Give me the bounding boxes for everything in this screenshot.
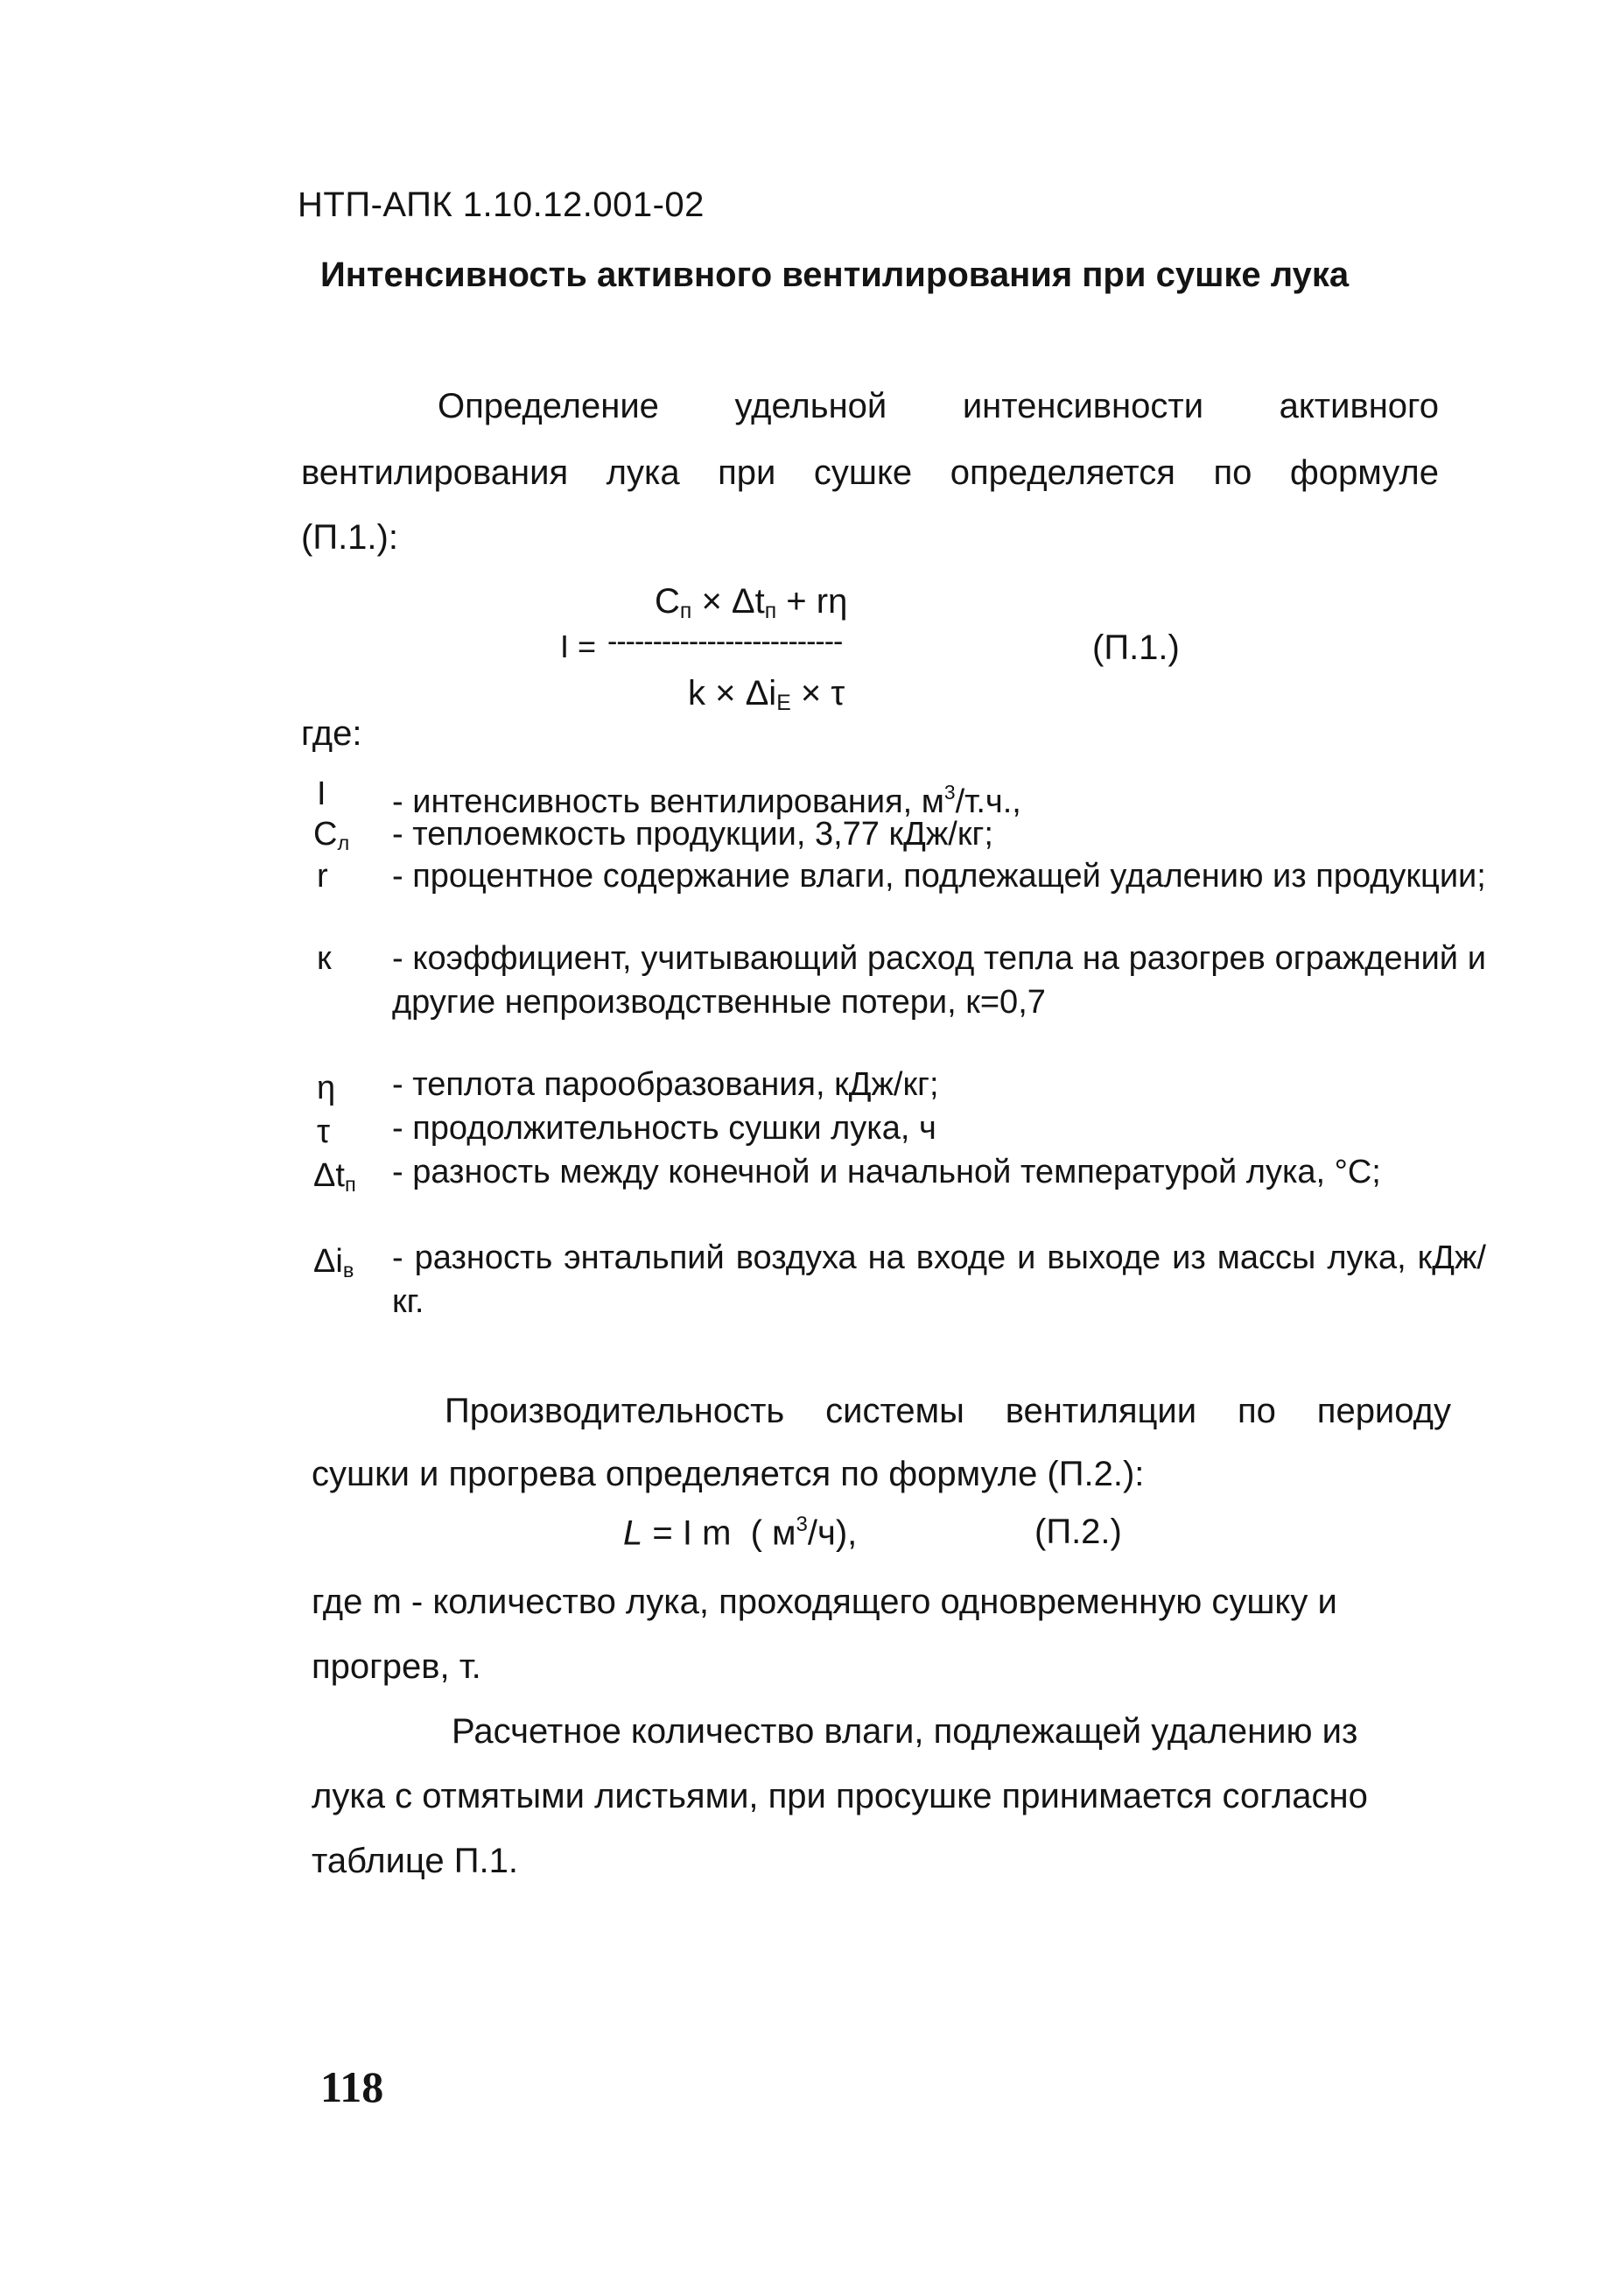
def-text: - продолжительность сушки лука, ч — [392, 1110, 936, 1147]
intro-word: формуле — [1289, 453, 1439, 492]
para4-line-3: таблице П.1. — [312, 1842, 518, 1880]
formula-2-number: (П.2.) — [1034, 1513, 1122, 1551]
def-symbol: к — [317, 940, 332, 977]
intro-word: активного — [1279, 387, 1439, 425]
para2-word: по — [1238, 1392, 1276, 1430]
def-text: - интенсивность вентилирования, $м^3/т.ч$., — [392, 781, 1021, 820]
where-label: где: — [301, 714, 362, 753]
def-symbol: $С_л$ — [313, 816, 350, 854]
def-text: - коэффициент, учитывающий расход тепла на разогрев ограждений и другие непроизводственные потери, к=0,7 — [392, 940, 1486, 1021]
para3-line-1: где m - количество лука, проходящего одновременную сушку и — [312, 1583, 1337, 1621]
intro-word: при — [718, 453, 776, 492]
para4-line-2: лука с отмятыми листьями, при просушке принимается согласно — [312, 1777, 1368, 1815]
def-text: - процентное содержание влаги, подлежащей удалению из продукции; — [392, 858, 1486, 895]
def-text: - теплоемкость продукции, 3,77 кДж/кг; — [392, 816, 993, 853]
page-number: 118 — [320, 2062, 384, 2111]
def-symbol: $\Delta t_п$ — [313, 1157, 356, 1196]
formula-1-number: (П.1.) — [1092, 628, 1180, 667]
intro-word: вентилирования — [301, 453, 569, 492]
def-symbol: η — [317, 1070, 336, 1106]
section-title: Интенсивность активного вентилирования при сушке лука — [320, 256, 1350, 294]
intro-word: лука — [606, 453, 680, 492]
def-symbol: I — [317, 776, 326, 812]
formula-1-numerator: $С_п \times \Delta t_п + r\eta$ — [655, 582, 848, 624]
formula-1-fraction-line: -------------------------- — [607, 625, 843, 658]
para2-line-2: сушки и прогрева определяется по формуле (П.2.): — [312, 1455, 1145, 1493]
para4-line-1: Расчетное количество влаги, подлежащей удалению из — [452, 1712, 1358, 1751]
def-symbol: τ — [317, 1113, 331, 1150]
intro-line-3: (П.1.): — [301, 518, 398, 557]
def-symbol: $\Delta i_в$ — [313, 1243, 354, 1281]
formula-1-lhs: I = — [560, 628, 597, 664]
intro-word: определяется — [950, 453, 1175, 492]
intro-word: сушке — [813, 453, 913, 492]
intro-word: Определение — [438, 387, 659, 425]
para2-word: Производительность — [445, 1392, 785, 1430]
para2-word: периоду — [1316, 1392, 1451, 1430]
intro-line-1 — [438, 387, 1439, 426]
para2-line-1 — [445, 1392, 1451, 1431]
def-text: - теплота парообразования, кДж/кг; — [392, 1066, 939, 1103]
intro-word: удельной — [734, 387, 887, 425]
intro-line-2 — [301, 453, 1439, 493]
def-text: - разность между конечной и начальной температурой лука, °С; — [392, 1154, 1381, 1190]
para2-word: вентиляции — [1005, 1392, 1197, 1430]
formula-2: L = I m ( $м^3/ч$), — [623, 1513, 858, 1553]
def-text: - разность энтальпий воздуха на входе и выходе из массы лука, кДж/кг. — [392, 1239, 1486, 1320]
document-code: НТП-АПК 1.10.12.001-02 — [298, 186, 705, 224]
intro-word: по — [1213, 453, 1252, 492]
para2-word: системы — [825, 1392, 964, 1430]
intro-word: интенсивности — [962, 387, 1204, 425]
def-symbol: r — [317, 858, 328, 895]
formula-1-denominator: $k \times \Delta i_Е \times \tau$ — [688, 674, 845, 716]
para3-line-2: прогрев, т. — [312, 1647, 481, 1686]
